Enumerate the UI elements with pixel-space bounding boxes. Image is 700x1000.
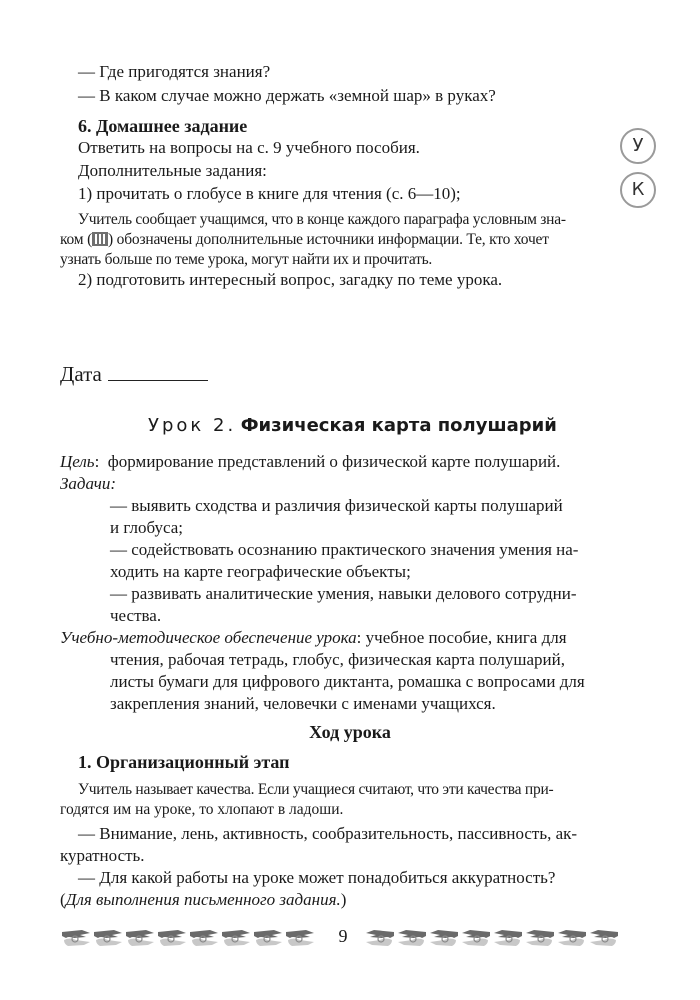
teacher-note: Учитель сообщает учащимся, что в конце каждого параграфа условным зна- bbox=[78, 211, 566, 228]
stage-text: — Для какой работы на уроке может понадобиться аккуратность? bbox=[78, 868, 556, 887]
note-text: ) обозначены дополнительные источники информации. Те, кто хочет bbox=[108, 231, 549, 248]
stage-text: куратность. bbox=[60, 846, 145, 865]
wave-icon bbox=[188, 926, 220, 950]
wave-icon bbox=[124, 926, 156, 950]
materials-line: листы бумаги для цифрового диктанта, ромашка с вопросами для bbox=[110, 672, 585, 691]
task-line: ходить на карте географические объекты; bbox=[110, 562, 411, 581]
wave-icon bbox=[588, 926, 620, 950]
wave-icon bbox=[252, 926, 284, 950]
wave-icon bbox=[460, 926, 492, 950]
homework-heading: 6. Домашнее задание bbox=[78, 116, 248, 136]
homework-text: Дополнительные задания: bbox=[78, 161, 267, 180]
badge-u: У bbox=[620, 128, 656, 164]
materials-label: Учебно-методическое обеспечение урока bbox=[60, 628, 357, 647]
paren: ) bbox=[340, 890, 347, 909]
wave-icon bbox=[220, 926, 252, 950]
note-text: ком ( bbox=[60, 231, 93, 248]
question-line: — Где пригодятся знания? bbox=[78, 62, 271, 81]
paren: ( bbox=[60, 890, 66, 909]
goal-text: формирование представлений о физической карте полушарий. bbox=[107, 452, 561, 471]
materials-line: закрепления знаний, человечки с именами учащихся. bbox=[110, 694, 496, 713]
lesson-title bbox=[148, 414, 557, 437]
wave-ornament-left bbox=[60, 926, 316, 950]
answer-text: Для выполнения письменного задания. bbox=[65, 890, 341, 909]
wave-icon bbox=[156, 926, 188, 950]
task-line: — выявить сходства и различия физической карты полушарий bbox=[110, 496, 563, 515]
materials-text: учебное пособие, книга для bbox=[365, 628, 567, 647]
tasks-label: Задачи: bbox=[60, 474, 117, 493]
wave-icon bbox=[60, 926, 92, 950]
goal-line: Цель: формирование представлений о физической карте полушарий. bbox=[60, 452, 561, 471]
task-line: и глобуса; bbox=[110, 518, 183, 537]
tasks-label-text: Задачи bbox=[60, 474, 111, 493]
question-line: — В каком случае можно держать «земной шар» в руках? bbox=[78, 86, 496, 105]
wave-icon bbox=[524, 926, 556, 950]
page-number: 9 bbox=[338, 926, 348, 946]
wave-icon bbox=[556, 926, 588, 950]
wave-ornament-right bbox=[364, 926, 620, 950]
date-field bbox=[60, 362, 208, 386]
homework-item: 2) подготовить интересный вопрос, загадку по теме урока. bbox=[78, 270, 503, 289]
course-heading: Ход урока bbox=[309, 722, 391, 742]
wave-icon bbox=[364, 926, 396, 950]
materials-line: Учебно-методическое обеспечение урока: учебное пособие, книга для bbox=[60, 628, 567, 647]
task-line: чества. bbox=[110, 606, 162, 625]
wave-icon bbox=[396, 926, 428, 950]
materials-line: чтения, рабочая тетрадь, глобус, физическая карта полушарий, bbox=[110, 650, 565, 669]
task-line: — развивать аналитические умения, навыки делового сотрудни- bbox=[110, 584, 577, 603]
wave-icon bbox=[428, 926, 460, 950]
date-label: Дата bbox=[60, 362, 102, 386]
goal-label: Цель bbox=[60, 452, 95, 471]
stage-text bbox=[60, 890, 346, 910]
stage-heading: 1. Организационный этап bbox=[78, 752, 290, 772]
wave-icon bbox=[492, 926, 524, 950]
badge-k: К bbox=[620, 172, 656, 208]
task-line: — содействовать осознанию практического значения умения на- bbox=[110, 540, 579, 559]
lesson-name: Физическая карта полушарий bbox=[240, 415, 557, 436]
wave-icon bbox=[284, 926, 316, 950]
stage-text: годятся им на уроке, то хлопают в ладоши. bbox=[60, 801, 344, 818]
book-shelf-icon bbox=[92, 232, 108, 246]
lesson-number: Урок 2. bbox=[148, 415, 237, 436]
date-blank bbox=[108, 362, 208, 381]
stage-text: Учитель называет качества. Если учащиеся считают, что эти качества при- bbox=[78, 781, 554, 798]
teacher-note bbox=[60, 230, 549, 250]
homework-text: Ответить на вопросы на с. 9 учебного пособия. bbox=[78, 138, 420, 157]
homework-item: 1) прочитать о глобусе в книге для чтения (с. 6—10); bbox=[78, 184, 461, 203]
teacher-note: узнать больше по теме урока, могут найти их и прочитать. bbox=[60, 251, 433, 268]
stage-text: — Внимание, лень, активность, сообразительность, пассивность, ак- bbox=[78, 824, 578, 843]
wave-icon bbox=[92, 926, 124, 950]
